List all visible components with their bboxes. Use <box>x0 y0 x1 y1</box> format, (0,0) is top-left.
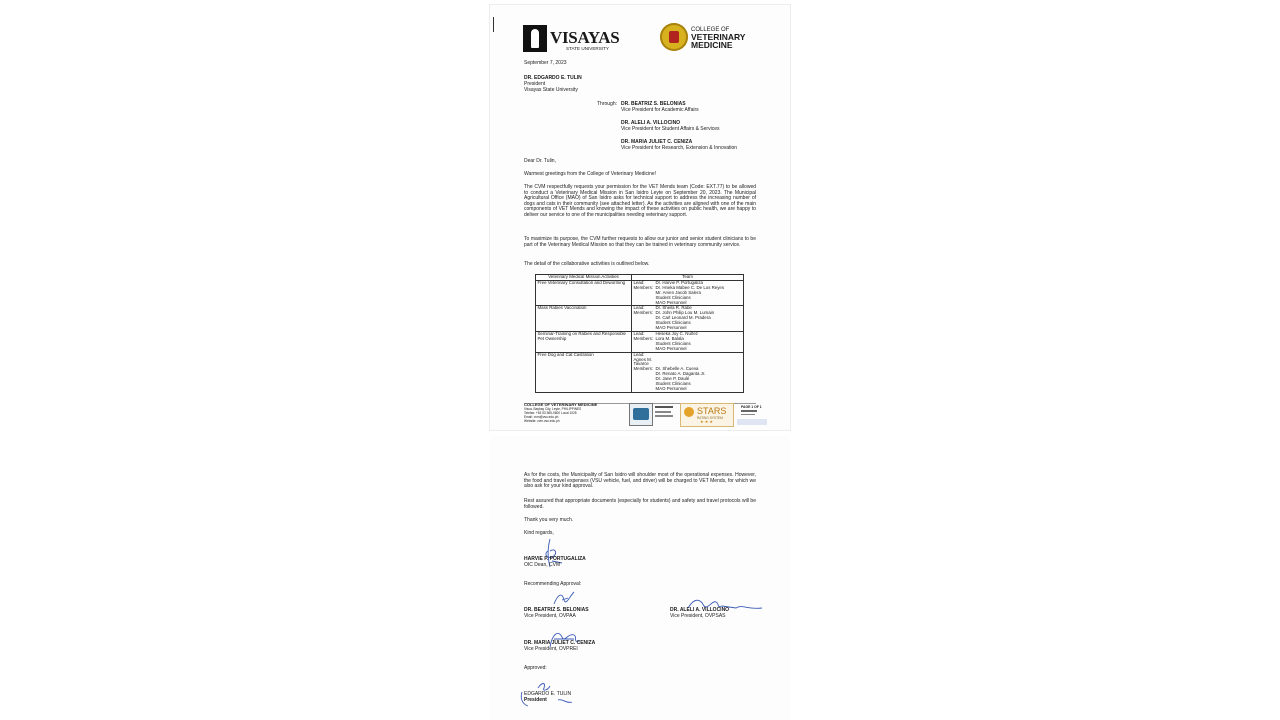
letter-date: September 7, 2023 <box>524 60 567 66</box>
activities-table <box>535 274 744 393</box>
table-header-team: Team <box>632 275 744 281</box>
activity-cell: Free Veterinary Consultation and Deworming <box>536 280 632 306</box>
team-line <box>634 353 742 368</box>
cvm-name-line3: MEDICINE <box>691 40 733 50</box>
through-name-3: DR. MARIA JULIET C. CENIZA <box>621 139 693 145</box>
vsu-logo-icon <box>523 25 547 52</box>
closing-line: Kind regards, <box>524 530 554 536</box>
team-cell <box>632 331 744 352</box>
recipient-name: DR. EDGARDO E. TULIN <box>524 75 582 81</box>
team-member: Dr. Harvie P. Portugaliza <box>655 279 704 285</box>
team-member: Lora M. Balala <box>655 335 684 341</box>
team-cell <box>632 280 744 306</box>
president-title: President <box>524 697 547 703</box>
body-paragraph-3: The detail of the collaborative activities is outlined below. <box>524 261 650 267</box>
team-role: Members: <box>633 310 654 316</box>
cvm-name-line1: COLLEGE OF <box>691 27 730 33</box>
table-row <box>536 352 744 392</box>
team-member: Dr. Sheila R. Rabe <box>655 305 692 311</box>
belonias-name: DR. BEATRIZ S. BELONIAS <box>524 607 589 613</box>
team-role <box>634 387 656 392</box>
footer-email: Email: cvm@vsu.edu.ph <box>524 415 559 419</box>
team-role: Lead: <box>633 279 645 285</box>
through-name-2: DR. ALELI A. VILLOCINO <box>621 120 681 126</box>
table-row <box>536 306 744 332</box>
team-role: Lead: <box>633 305 645 311</box>
activity-cell: Free Dog and Cat Castration <box>536 352 632 392</box>
villocino-name: DR. ALELI A. VILLOCINO <box>670 607 730 613</box>
footer-college: COLLEGE OF VETERINARY MEDICINE <box>524 402 598 407</box>
team-line <box>634 387 742 392</box>
letter-page-2 <box>490 436 790 720</box>
table-header-activities: Veterinary Medical Mission Activities <box>536 275 632 281</box>
team-member: Dr. Shebelle A. Cueva <box>655 366 699 372</box>
stars-logo-icon <box>684 407 694 417</box>
team-member: MAO Personnel <box>655 385 687 391</box>
table-row <box>536 331 744 352</box>
team-member: Student Clinicians <box>655 381 691 387</box>
belonias-title: Vice President, OVPAA <box>524 613 576 619</box>
stamp-icon <box>737 419 767 425</box>
team-member: Dr. Renato A. Daganta Jr. <box>655 371 706 377</box>
through-name-1: DR. BEATRIZ S. BELONIAS <box>621 101 686 107</box>
team-role: Lead: <box>633 330 645 336</box>
thanks-line: Thank you very much. <box>524 517 574 523</box>
iso-cert-icon <box>629 403 653 426</box>
through-title-2: Vice President for Student Affairs & Services <box>621 126 720 132</box>
team-member: Heseka Joy C. Nuñez <box>655 330 698 336</box>
stars-sublabel: RATING SYSTEM <box>697 416 723 420</box>
recipient-org: Visayas State University <box>524 87 578 93</box>
vsu-subname: STATE UNIVERSITY <box>566 46 609 51</box>
through-title-1: Vice President for Academic Affairs <box>621 107 699 113</box>
team-member: MAO Personnel <box>655 325 687 331</box>
stars-rating-icon: ★ ★ ★ <box>700 419 713 424</box>
letter-page-1 <box>490 5 790 430</box>
team-member: Dr. Jane P. Daulé <box>655 376 690 382</box>
team-role: Members: <box>633 335 654 341</box>
body-paragraph-1: The CVM respectfully requests your permission for the VET Mends team (Code: EXT.77) to be allowed to conduct a Veterinary Medical Mission in San Isidro Leyte on September 20, 2023. The Municipal Agricultural Office (MAO) of San Isidro asks for technical support to address the increasing number of dogs and cats in their community (see attached letter). As the activities are aligned with one of the main components of VET Mends and knowing the impact of these activities on public health, we are happy to deliver our service to one of the municipalities needing veterinary support. <box>524 184 756 218</box>
costs-paragraph: As for the costs, the Municipality of San Isidro will shoulder most of the operational expenses. However, the food and travel expenses (VSU vehicle, fuel, and driver) will be charged to VET Mends, for which we also ask for your kind approval. <box>524 472 756 490</box>
assurance-paragraph: Rest assured that appropriate documents (especially for students) and safety and travel protocols will be followed. <box>524 498 756 510</box>
salutation: Dear Dr. Tulin, <box>524 158 556 164</box>
belonias-signature-icon <box>550 588 578 608</box>
team-member: Dr. John Philip Lou M. Lumain <box>655 310 715 316</box>
team-member: MAO Personnel <box>655 299 687 305</box>
team-member: Mr. Arven Jacob Salera <box>655 289 701 295</box>
team-role: Members: <box>633 284 654 290</box>
table-row <box>536 280 744 306</box>
footer-page-label: PAGE 1 OF 1 <box>741 405 762 409</box>
through-label: Through: <box>597 101 618 107</box>
activity-cell: Mass Rabies Vaccination <box>536 306 632 332</box>
team-member: MAO Personnel <box>655 345 687 351</box>
cvm-name-line2: VETERINARY <box>691 32 746 42</box>
dean-title: OIC Dean, CVM <box>524 562 561 568</box>
team-member: Dr. Hneka Mabee C. De Los Reyes <box>655 284 725 290</box>
villocino-title: Vice President, OVPSAS <box>670 613 726 619</box>
team-cell <box>632 306 744 332</box>
recipient-title: President <box>524 81 546 87</box>
recommending-label: Recommending Approval: <box>524 581 582 587</box>
team-role: Members: <box>633 366 654 372</box>
team-role: Lead: Agnes M. Tavarce <box>633 351 653 367</box>
form-rev-mark <box>741 414 755 415</box>
footer-address: Visca, Baybay City, Leyte, PHILIPPINES <box>524 407 582 411</box>
ceniza-name: DR. MARIA JULIET C. CENIZA <box>524 640 596 646</box>
team-member: Student Clinicians <box>655 294 691 300</box>
through-title-3: Vice President for Research, Extension & Innovation <box>621 145 738 151</box>
approved-label: Approved: <box>524 665 547 671</box>
president-name: EDGARDO E. TULIN <box>524 691 572 697</box>
team-cell <box>632 352 744 392</box>
team-member: Dr. Carl Leonard M. Pradera <box>655 315 711 321</box>
ceniza-title: Vice President, OVPREI <box>524 646 578 652</box>
footer-website: Website: cvm.vsu.edu.ph <box>524 419 560 423</box>
team-role <box>634 347 656 352</box>
body-paragraph-2: To maximize its purpose, the CVM further requests to allow our junior and senior student clinicians to be part of the Veterinary Medical Mission so that they can be trained in veterinary community service. <box>524 236 756 248</box>
cert-text-block <box>654 403 676 424</box>
activity-cell: Seminar-Training on Rabies and Responsible Pet Ownership <box>536 331 632 352</box>
stars-rating-badge <box>680 403 734 427</box>
cvm-seal-icon <box>660 23 688 51</box>
greeting: Warmest greetings from the College of Veterinary Medicine! <box>524 171 657 177</box>
stars-label: STARS <box>697 406 727 416</box>
form-code-mark <box>741 410 757 412</box>
scan-edge-mark <box>493 17 494 32</box>
vsu-name: VISAYAS <box>550 28 620 47</box>
dean-name: HARVIE P. PORTUGALIZA <box>524 556 586 562</box>
footer-telefax: Telefax: +63 53 565-0600 Local 1028 <box>524 411 577 415</box>
team-member: Student Clinicians <box>655 340 691 346</box>
team-member: Student Clinicians <box>655 320 691 326</box>
team-line <box>634 347 742 352</box>
